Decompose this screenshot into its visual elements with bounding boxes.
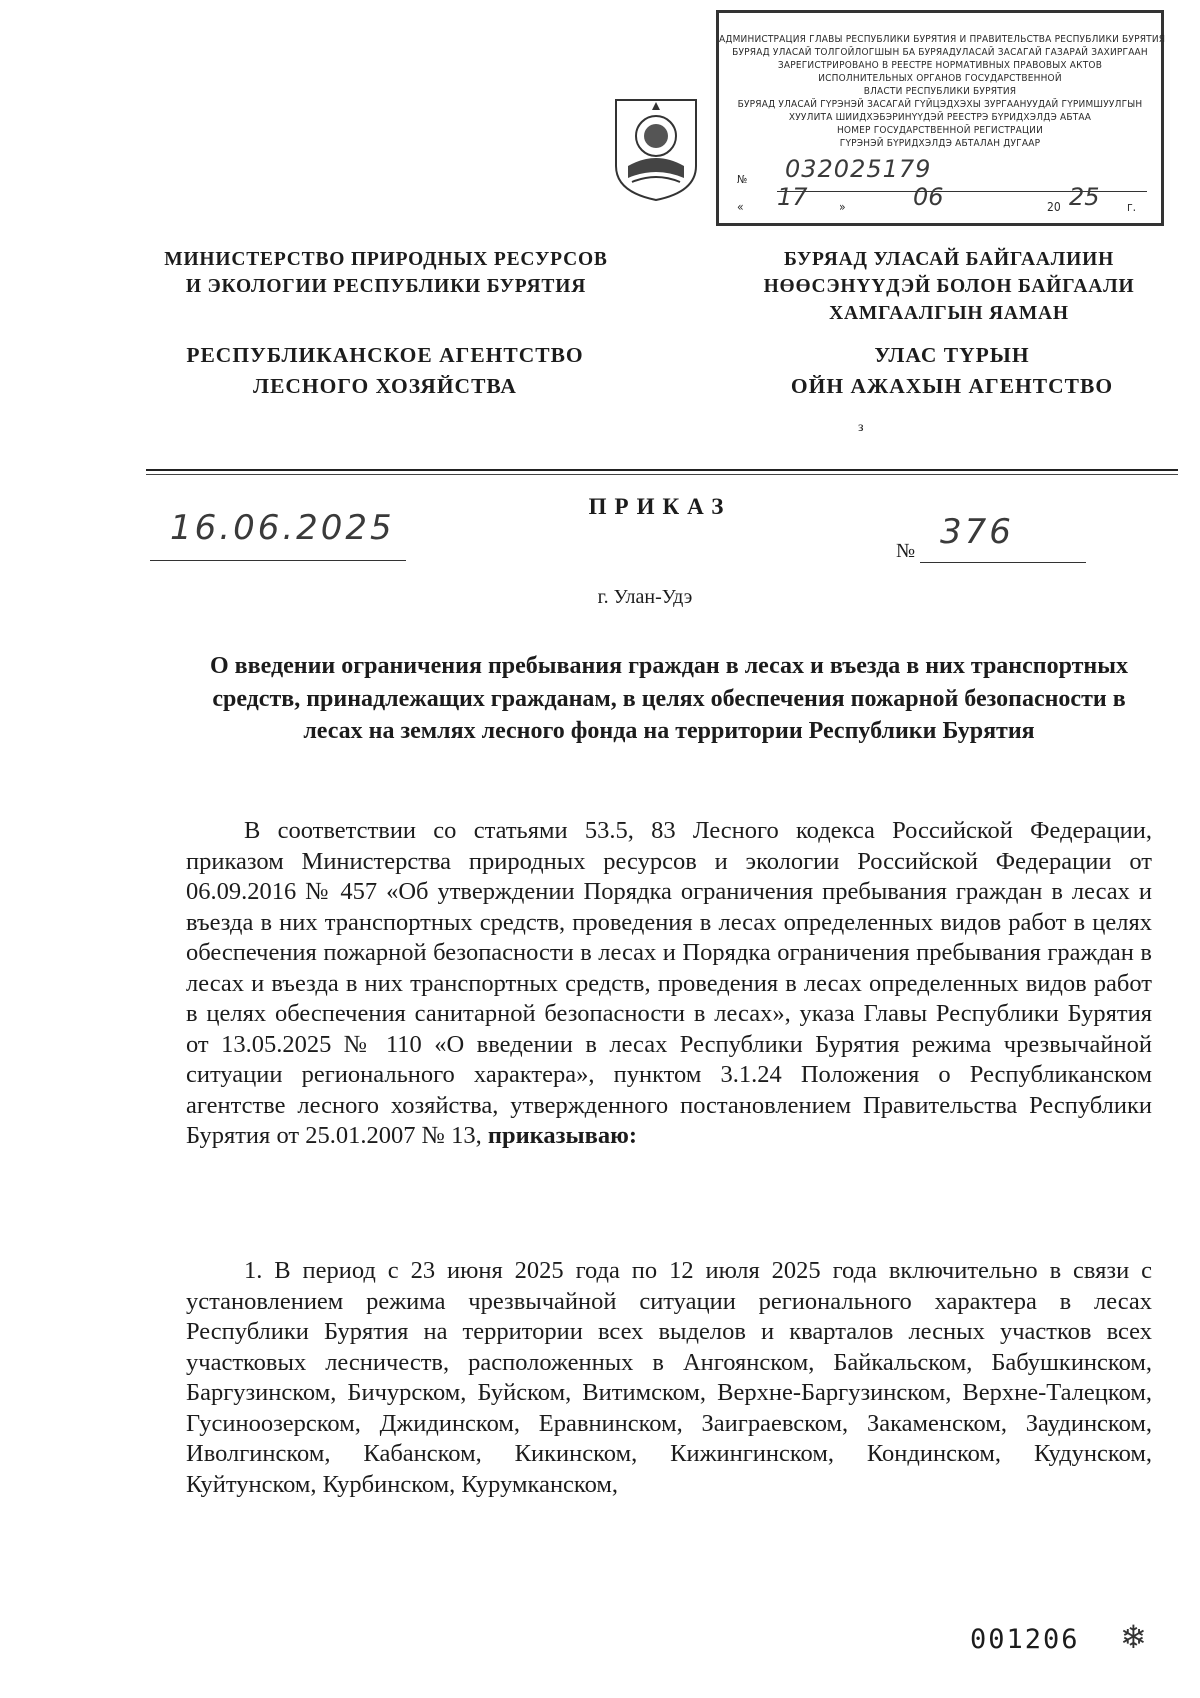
stamp-line: НОМЕР ГОСУДАРСТВЕННОЙ РЕГИСТРАЦИИ xyxy=(836,125,1044,136)
header-rule-thin xyxy=(146,474,1178,475)
stamp-line: ЗАРЕГИСТРИРОВАНО В РЕЕСТРЕ НОРМАТИВНЫХ ПРАВОВЫХ АКТОВ xyxy=(777,60,1103,71)
stamp-line: АДМИНИСТРАЦИЯ ГЛАВЫ РЕСПУБЛИКИ БУРЯТИЯ И ПРАВИТЕЛЬСТВА РЕСПУБЛИКИ БУРЯТИЯ xyxy=(719,34,1166,45)
body-paragraph-2 xyxy=(186,1256,1152,1500)
stamp-date-month: 06 xyxy=(913,183,944,211)
stamp-date-suffix: г. xyxy=(1127,200,1137,214)
agency-name-bua xyxy=(740,340,1164,402)
buryatia-emblem-icon xyxy=(610,96,702,202)
document-title: ПРИКАЗ xyxy=(588,494,732,519)
stamp-line: ГҮРЭНЭЙ БҮРИДХЭЛДЭ АБТАЛАН ДУГААР xyxy=(839,138,1041,149)
stamp-line: БУРЯАД УЛАСАЙ ГҮРЭНЭЙ ЗАСАГАЙ ГҮЙЦЭДХЭХЫ ЗУРГААНУУДАЙ ГҮРИМШУУЛГЫН xyxy=(737,99,1143,110)
stamp-date-close-quote: » xyxy=(839,200,846,214)
number-underline xyxy=(920,562,1086,563)
date-underline xyxy=(150,560,406,561)
agency-name-ru xyxy=(150,340,620,402)
registration-stamp xyxy=(716,10,1164,226)
stamp-date-year-prefix: 20 xyxy=(1047,200,1061,214)
agency-name-bua-line: ОЙН АЖАХЫН АГЕНТСТВО xyxy=(790,374,1114,398)
stamp-number-prefix: № xyxy=(737,173,748,186)
ministry-name-bua-line: НӨӨСЭНҮҮДЭЙ БОЛОН БАЙГААЛИ xyxy=(763,276,1135,297)
stamp-line: ВЛАСТИ РЕСПУБЛИКИ БУРЯТИЯ xyxy=(863,86,1017,97)
stamp-date-day: 17 xyxy=(777,183,808,211)
body-paragraph-2-text: 1. В период с 23 июня 2025 года по 12 июля 2025 года включительно в связи с установлением режима чрезвычайной ситуации регионального характера в лесах Республики Бурятия на территории всех выделов и кварталов лесных участков всех участковых лесничеств, расположенных в Ангоянском, Байкальском, Бабушкинском, Баргузинском, Бичурском, Буйском, Витимском, Верхне-Баргузинском, Верхне-Талецком, Гусиноозерском, Джидинском, Еравнинском, Заиграевском, Закаменском, Заудинском, Иволгинском, Кабанском, Кикинском, Кижингинском, Кондинском, Кудунском, Куйтунском, Курбинском, Курумканском, xyxy=(186,1257,1152,1498)
stamp-line: БУРЯАД УЛАСАЙ ТОЛГОЙЛОГШЫН БА БУРЯАДУЛАСАЙ ЗАСАГАЙ ГАЗАРАЙ ЗАХИРГААН xyxy=(732,47,1148,58)
order-date: 16.06.2025 xyxy=(170,508,395,548)
order-subject: О введении ограничения пребывания граждан в лесах и въезда в них транспортных средств, принадлежащих гражданам, в целях обеспечения пожарной безопасности в лесах на землях лесного фонда на территории Республики Бурятия xyxy=(210,653,1128,744)
stamp-date-year: 25 xyxy=(1069,183,1100,211)
body-paragraph-1 xyxy=(186,816,1152,1152)
ministry-name-ru-line: МИНИСТЕРСТВО ПРИРОДНЫХ РЕСУРСОВ xyxy=(164,249,608,270)
order-directive: приказываю: xyxy=(487,1122,638,1149)
small-mark: з xyxy=(858,420,864,435)
agency-name-bua-line: УЛАС ТҮРЫН xyxy=(874,343,1030,367)
ministry-name-ru xyxy=(156,246,616,300)
serial-number: 001206 xyxy=(970,1624,1080,1655)
ministry-name-bua xyxy=(736,246,1162,327)
header-rule xyxy=(146,469,1178,471)
number-sign: № xyxy=(896,540,916,562)
city: г. Улан-Удэ xyxy=(597,586,693,608)
stamp-reg-number: 032025179 xyxy=(785,155,932,183)
snowflake-mark-icon: ❄ xyxy=(1120,1619,1147,1655)
stamp-line: ХУУЛИТА ШИИДХЭБЭРИНҮҮДЭЙ РЕЕСТРЭ БҮРИДХЭЛДЭ АБТАА xyxy=(788,112,1092,123)
body-paragraph-1-text: В соответствии со статьями 53.5, 83 Лесного кодекса Российской Федерации, приказом Министерства природных ресурсов и экологии Российской Федерации от 06.09.2016 № 457 «Об утверждении Порядка ограничения пребывания граждан в лесах и въезда в них транспортных средств, проведения в лесах определенных видов работ в целях обеспечения пожарной безопасности в лесах и Порядка ограничения пребывания граждан в лесах и въезда в них транспортных средств, проведения в лесах определенных видов работ в целях обеспечения санитарной безопасности в лесах», указа Главы Республики Бурятия от 13.05.2025 № 110 «О введении в лесах Республики Бурятия режима чрезвычайной ситуации регионального характера», пунктом 3.1.24 Положения о Республиканском агентстве лесного хозяйства, утвержденного постановлением Правительства Республики Бурятия от 25.01.2007 № 13, xyxy=(186,817,1152,1149)
stamp-line: ИСПОЛНИТЕЛЬНЫХ ОРГАНОВ ГОСУДАРСТВЕННОЙ xyxy=(818,73,1062,84)
agency-name-ru-line: ЛЕСНОГО ХОЗЯЙСТВА xyxy=(253,374,517,398)
ministry-name-bua-line: ХАМГААЛГЫН ЯАМАН xyxy=(829,303,1069,324)
agency-name-ru-line: РЕСПУБЛИКАНСКОЕ АГЕНТСТВО xyxy=(186,343,584,367)
ministry-name-ru-line: И ЭКОЛОГИИ РЕСПУБЛИКИ БУРЯТИЯ xyxy=(185,276,587,297)
order-number: 376 xyxy=(940,512,1014,552)
ministry-name-bua-line: БУРЯАД УЛАСАЙ БАЙГААЛИИН xyxy=(783,249,1115,270)
stamp-date-open-quote: « xyxy=(737,200,744,214)
